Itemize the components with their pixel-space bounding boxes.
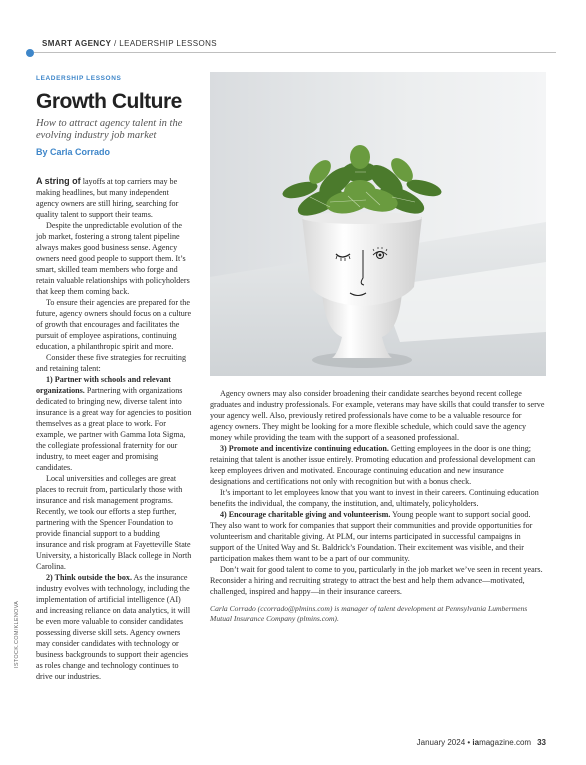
body-paragraph: Don’t wait for good talent to come to you, particularly in the job market we’ve seen in recent years. Reconsider a hiring and recruiting strategy to attract the best and help them advance—motivated, challenged, inspired and happy—in their insurance careers. [210, 565, 543, 596]
page-number: 33 [537, 738, 546, 747]
strategy-heading: 3) Promote and incentivize continuing education. [220, 444, 389, 453]
body-paragraph: Consider these five strategies for recruiting and retaining talent: [36, 353, 187, 373]
strategy-heading: 4) Encourage charitable giving and volunteerism. [220, 510, 391, 519]
strategy-paragraph: 2) Think outside the box. As the insurance industry evolves with technology, including the implementation of artificial intelligence (AI) and increasing reliance on data analytics, it will be even more valuable to consider candidates possessing diverse skill sets. Agency owners may consider candidates with technology or business backgrounds to support their agencies as roles change and technology continues to drive our industries. [36, 573, 191, 681]
article-title: Growth Culture [36, 90, 182, 113]
section-header [30, 40, 556, 54]
header-rule [34, 52, 556, 53]
issue-date: January 2024 [416, 738, 466, 747]
article-column-left [36, 176, 192, 682]
section-label: SMART AGENCY / LEADERSHIP LESSONS [42, 39, 221, 48]
strategy-paragraph: 1) Partner with schools and relevant organizations. Partnering with organizations dedicated to bringing new, diverse talent into insurance is a great way for agencies to position themselves as a great place to work. For example, we partner with Gamma Iota Sigma, the collegiate professional fraternity for our industry, to meet eager and promising candidates. [36, 375, 192, 472]
body-paragraph: Despite the unpredictable evolution of the job market, fostering a strong talent pipeline always makes good business sense. Agency owners need good people to support them. It’s smart, skilled team members who forge and retain valuable relationships with policyholders that keep them coming back. [36, 221, 190, 296]
strategy-paragraph: 3) Promote and incentivize continuing education. Getting employees in the door is one thing; retaining that talent is another issue entirely. Promoting education and professional development can keep employees driven and motivated. Encourage continuing education and new insurance designations and certifications not only with recognition but with a bonus check. [210, 444, 536, 486]
lead-paragraph: A string of layoffs at top carriers may be making headlines, but many independent agency owners are still hiring, searching for quality talent to support their teams. [36, 176, 179, 219]
byline: By Carla Corrado [36, 147, 111, 157]
page-footer: January 2024 • iamagazine.com 33 [416, 738, 546, 747]
site-name-bold: ia [472, 738, 480, 747]
author-bio: Carla Corrado (ccorrado@plmins.com) is manager of talent development at Pennsylvania Lumbermens Mutual Insurance Company (plmins.com). [210, 604, 528, 623]
body-paragraph: It’s important to let employees know that you want to invest in their careers. Continuing education benefits the individual, the company, the institution, and, ultimately, policyholders. [210, 488, 539, 508]
site-name: magazine.com [479, 738, 532, 747]
kicker: LEADERSHIP LESSONS [36, 75, 122, 82]
body-paragraph: Agency owners may also consider broadening their candidate searches beyond recent college graduates and industry professionals. For example, veterans may have skills that could transfer to serve your agency well. Also, previously retired professionals have come to be a valuable resource for agency owners. They might be looking for a more flexible schedule, which could save the agency money while providing the team with the support of a seasoned professional. [210, 389, 545, 442]
photo-credit: ISTOCK.COM/KLENOVA [14, 600, 20, 668]
strategy-paragraph: 4) Encourage charitable giving and volunteerism. Young people want to support social good. They also want to work for companies that support their communities and provide opportunities for volunteerism and charitable giving. At PLM, our interns participated in successful campaigns in support of the United Way and St. Baldrick’s Foundation. Their excitement was visible, and their participation makes them want to be a part of our community. [210, 510, 533, 563]
strategy-heading: 1) Partner with schools and relevant organizations. [36, 375, 171, 395]
strategy-heading: 2) Think outside the box. [46, 573, 132, 582]
lead-in: A string of [36, 176, 81, 186]
body-paragraph: Local universities and colleges are great places to recruit from, particularly those with insurance and risk management programs. Recently, we took our efforts a step further, partnering with the Spencer Foundation to provide financial support to a budding insurance and risk program at Fayetteville State University, a historically Black college in North Carolina. [36, 474, 192, 571]
plant-pot-photo [210, 72, 546, 376]
body-paragraph: To ensure their agencies are prepared for the future, agency owners should focus on a culture of growth that encourages and facilitates the pursuit of employee aspirations, continuing education, a philanthropic spirit and more. [36, 298, 192, 351]
article-column-right [210, 388, 546, 624]
article-deck: How to attract agency talent in the evolving industry job market [36, 118, 183, 141]
header-dot [26, 49, 34, 57]
